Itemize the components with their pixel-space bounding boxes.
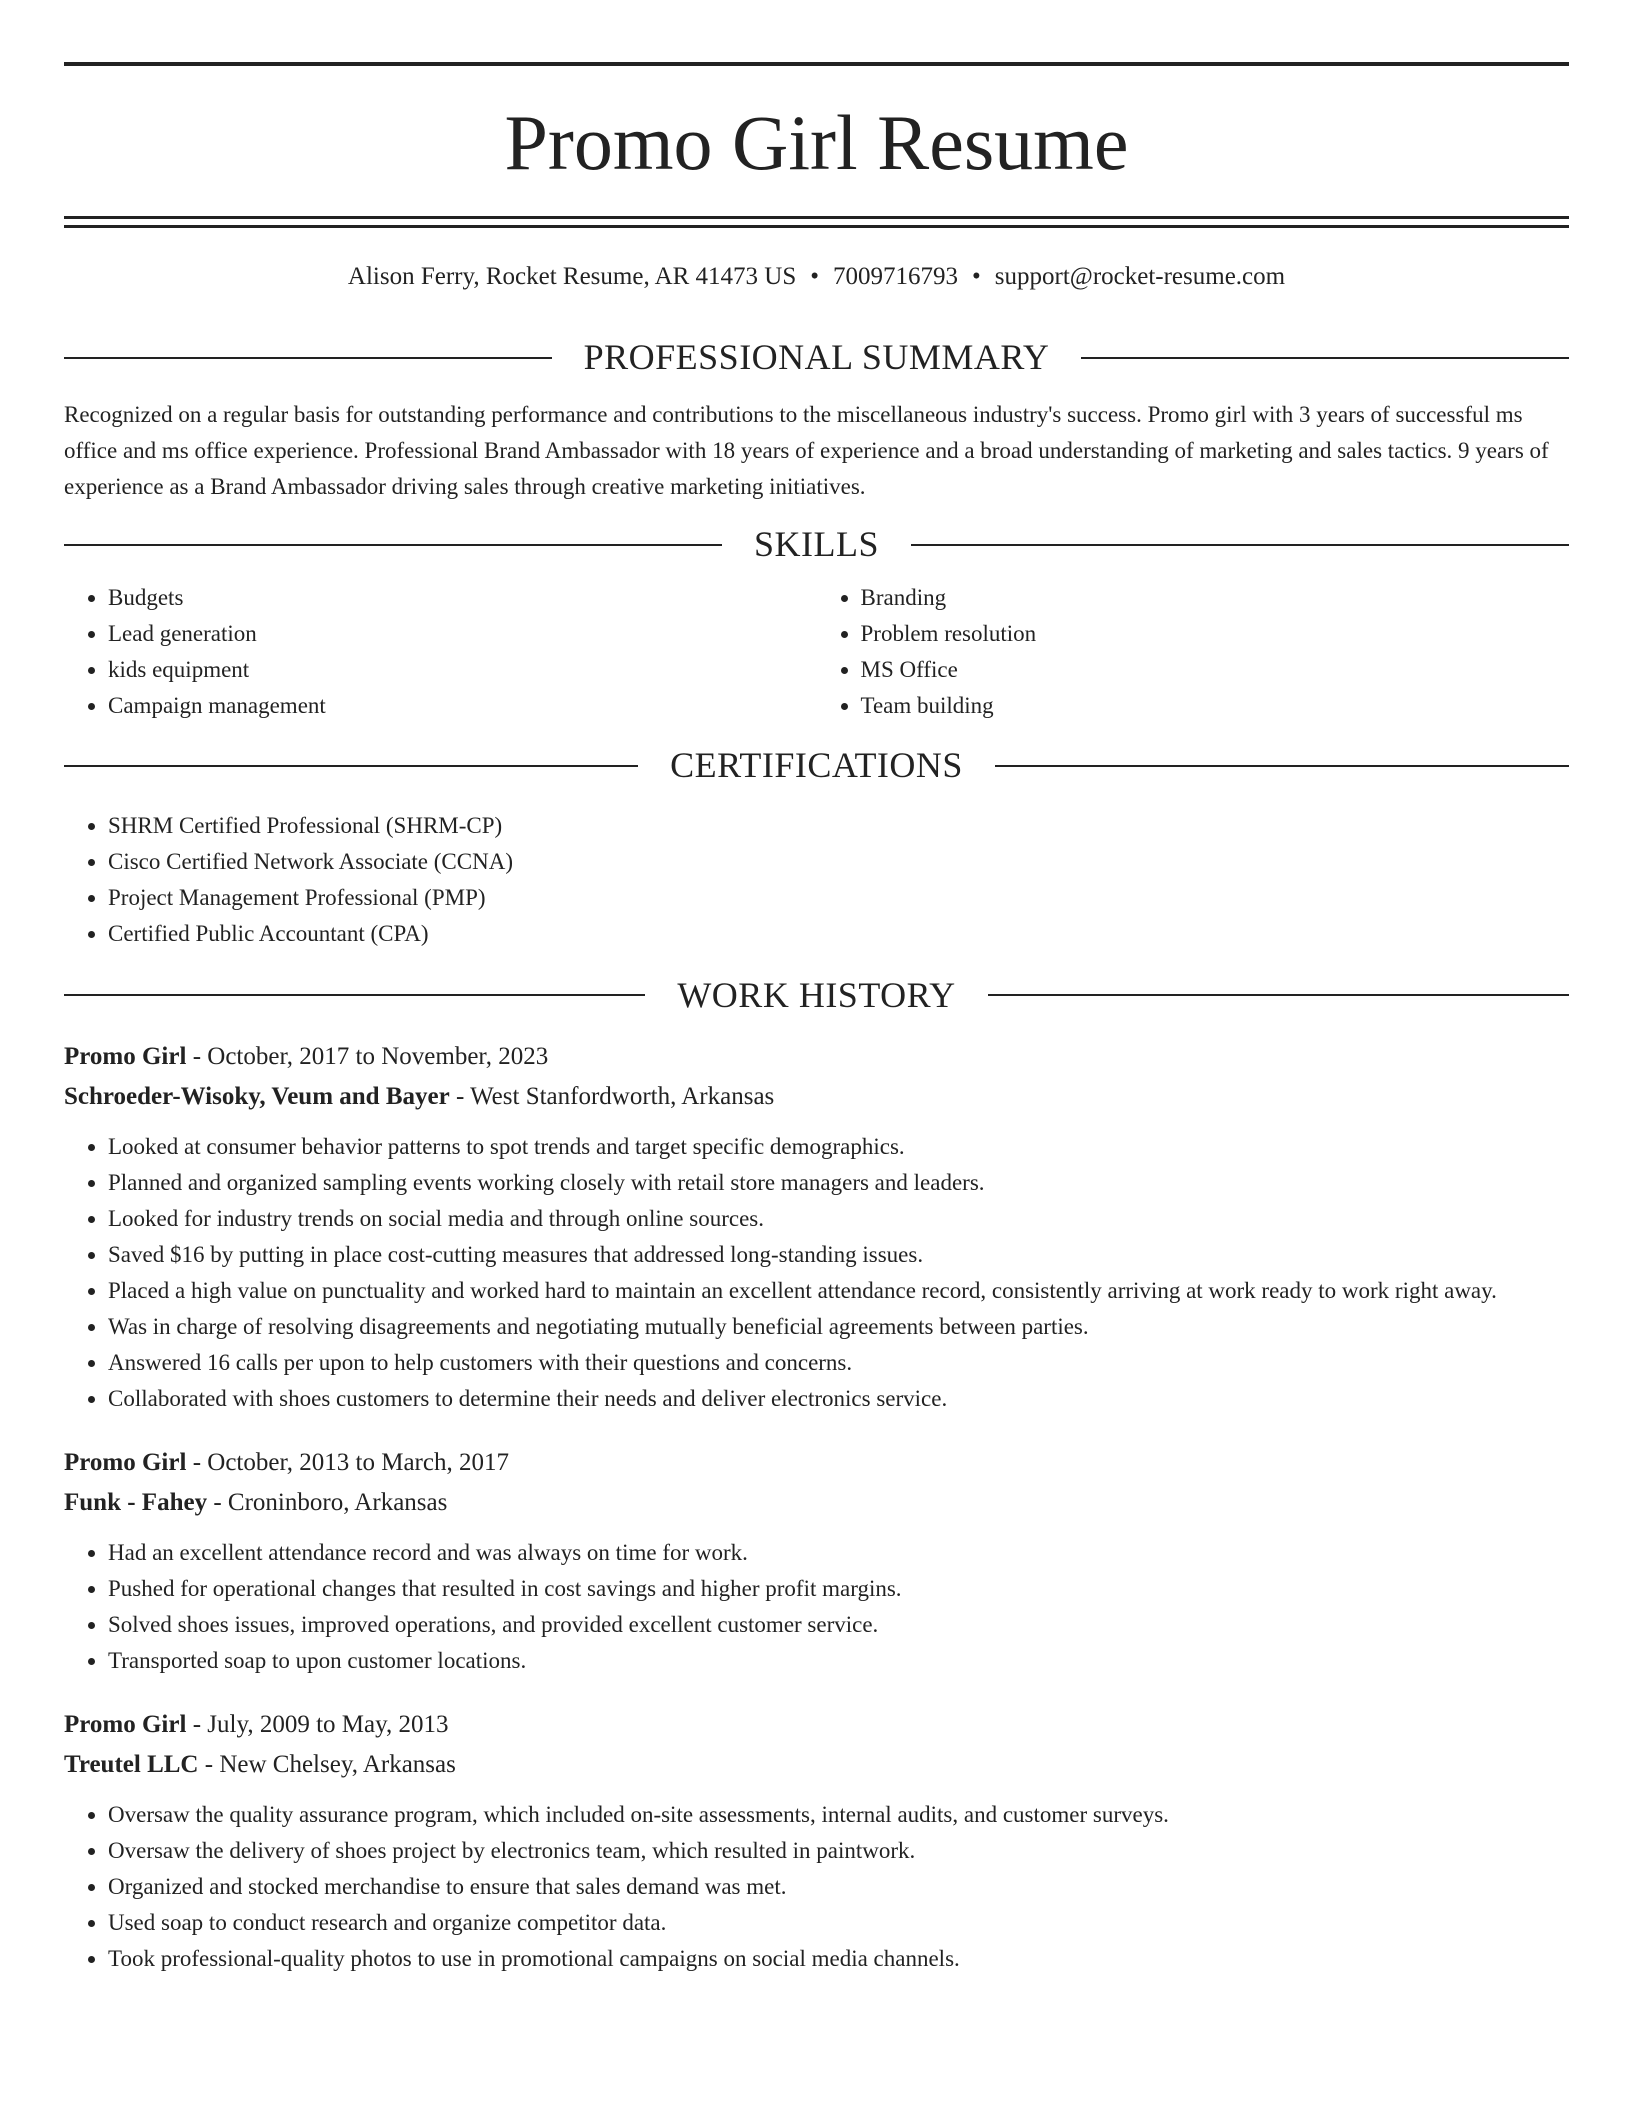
skill-item: • Problem resolution [861,616,1570,652]
resume-title: Promo Girl Resume [504,99,1129,186]
job-bullet-list [64,1535,1569,1679]
section-title-work-history: WORK HISTORY [677,974,956,1015]
contact-separator: • [810,263,820,290]
contact-address: Alison Ferry, Rocket Resume, AR 41473 US [347,263,797,290]
job-bullet-list [64,1129,1569,1417]
job-entry [64,1705,1569,1977]
contact-email: support@rocket-resume.com [994,263,1286,290]
section-rule-right [988,994,1569,996]
title-double-rule [64,216,1569,228]
job-dates: - October, 2013 to March, 2017 [186,1448,509,1476]
section-rule-left [64,994,645,996]
job-company: Treutel LLC [64,1750,199,1778]
job-title: Promo Girl [64,1448,187,1476]
job-company: Funk - Fahey [64,1488,208,1516]
certification-item: • SHRM Certified Professional (SHRM-CP) [108,808,1569,844]
job-dates: - October, 2017 to November, 2023 [186,1042,549,1070]
skill-item: • Team building [861,688,1570,724]
job-bullet: • Took professional-quality photos to use in promotional campaigns on social media channels. [108,1941,1569,1977]
contact-separator: • [972,263,981,290]
skills-list-right [817,580,1570,724]
job-bullet: • Pushed for operational changes that resulted in cost savings and higher profit margins. [108,1571,1569,1607]
skill-item: • Budgets [108,580,817,616]
section-header-summary [64,336,1569,379]
certifications-list [64,808,1569,952]
contact-phone: 7009716793 [833,263,959,290]
work-history-list [64,1037,1569,1977]
job-title-line [64,1037,1569,1077]
skill-item: • kids equipment [108,652,817,688]
skill-item: • Branding [861,580,1570,616]
job-bullet: • Saved $16 by putting in place cost-cutting measures that addressed long-standing issues. [108,1237,1569,1273]
job-location: - New Chelsey, Arkansas [198,1750,456,1778]
job-title: Promo Girl [64,1710,187,1738]
section-rule-right [995,765,1569,767]
summary-text: Recognized on a regular basis for outstanding performance and contributions to the miscellaneous industry's success. Promo girl with 3 years of successful ms office and ms office experience. Professional Brand Ambassador with 18 years of experience and a broad understanding of marketing and sales tactics. 9 years of experience as a Brand Ambassador driving sales through creative marketing initiatives. [64,402,1549,500]
section-rule-left [64,357,552,359]
job-bullet: • Transported soap to upon customer locations. [108,1643,1569,1679]
skill-item: • MS Office [861,652,1570,688]
job-entry [64,1037,1569,1417]
job-bullet: • Used soap to conduct research and organize competitor data. [108,1905,1569,1941]
job-company: Schroeder-Wisoky, Veum and Bayer [64,1082,450,1110]
job-company-line [64,1483,1569,1523]
section-title-skills: SKILLS [754,524,880,565]
certification-item: • Project Management Professional (PMP) [108,880,1569,916]
job-bullet: • Placed a high value on punctuality and worked hard to maintain an excellent attendance record, consistently arriving at work ready to work right away. [108,1273,1569,1309]
job-title-line [64,1705,1569,1745]
section-title-certifications: CERTIFICATIONS [670,745,963,786]
skill-item: • Lead generation [108,616,817,652]
skills-list-left [64,580,817,724]
job-bullet: • Oversaw the quality assurance program, which included on-site assessments, internal audits, and customer surveys. [108,1797,1569,1833]
section-header-certifications [64,744,1569,787]
job-bullet: • Was in charge of resolving disagreements and negotiating mutually beneficial agreements between parties. [108,1309,1569,1345]
certification-item: • Cisco Certified Network Associate (CCNA) [108,844,1569,880]
job-bullet-list [64,1797,1569,1977]
job-bullet: • Looked at consumer behavior patterns to spot trends and target specific demographics. [108,1129,1569,1165]
job-title: Promo Girl [64,1042,187,1070]
job-bullet: • Had an excellent attendance record and was always on time for work. [108,1535,1569,1571]
section-rule-right [911,544,1569,546]
job-bullet: • Oversaw the delivery of shoes project by electronics team, which resulted in paintwork. [108,1833,1569,1869]
certification-item: • Certified Public Accountant (CPA) [108,916,1569,952]
section-title-summary: PROFESSIONAL SUMMARY [583,337,1050,377]
job-title-line [64,1443,1569,1483]
section-header-work-history [64,974,1569,1017]
resume-page [64,62,1569,1977]
top-rule [64,62,1569,66]
job-location: - Croninboro, Arkansas [207,1488,448,1516]
job-bullet: • Organized and stocked merchandise to ensure that sales demand was met. [108,1869,1569,1905]
job-bullet: • Looked for industry trends on social media and through online sources. [108,1201,1569,1237]
job-location: - West Stanfordworth, Arkansas [449,1082,775,1110]
job-entry [64,1443,1569,1679]
job-bullet: • Planned and organized sampling events working closely with retail store managers and leaders. [108,1165,1569,1201]
job-bullet: • Answered 16 calls per upon to help customers with their questions and concerns. [108,1345,1569,1381]
section-rule-left [64,765,638,767]
job-bullet: • Collaborated with shoes customers to determine their needs and deliver electronics service. [108,1381,1569,1417]
job-company-line [64,1077,1569,1117]
contact-line [64,262,1569,292]
section-rule-right [1081,357,1569,359]
skill-item: • Campaign management [108,688,817,724]
skills-grid [64,566,1569,724]
section-rule-left [64,544,722,546]
section-header-skills [64,523,1569,566]
job-dates: - July, 2009 to May, 2013 [186,1710,449,1738]
job-company-line [64,1745,1569,1785]
job-bullet: • Solved shoes issues, improved operations, and provided excellent customer service. [108,1607,1569,1643]
